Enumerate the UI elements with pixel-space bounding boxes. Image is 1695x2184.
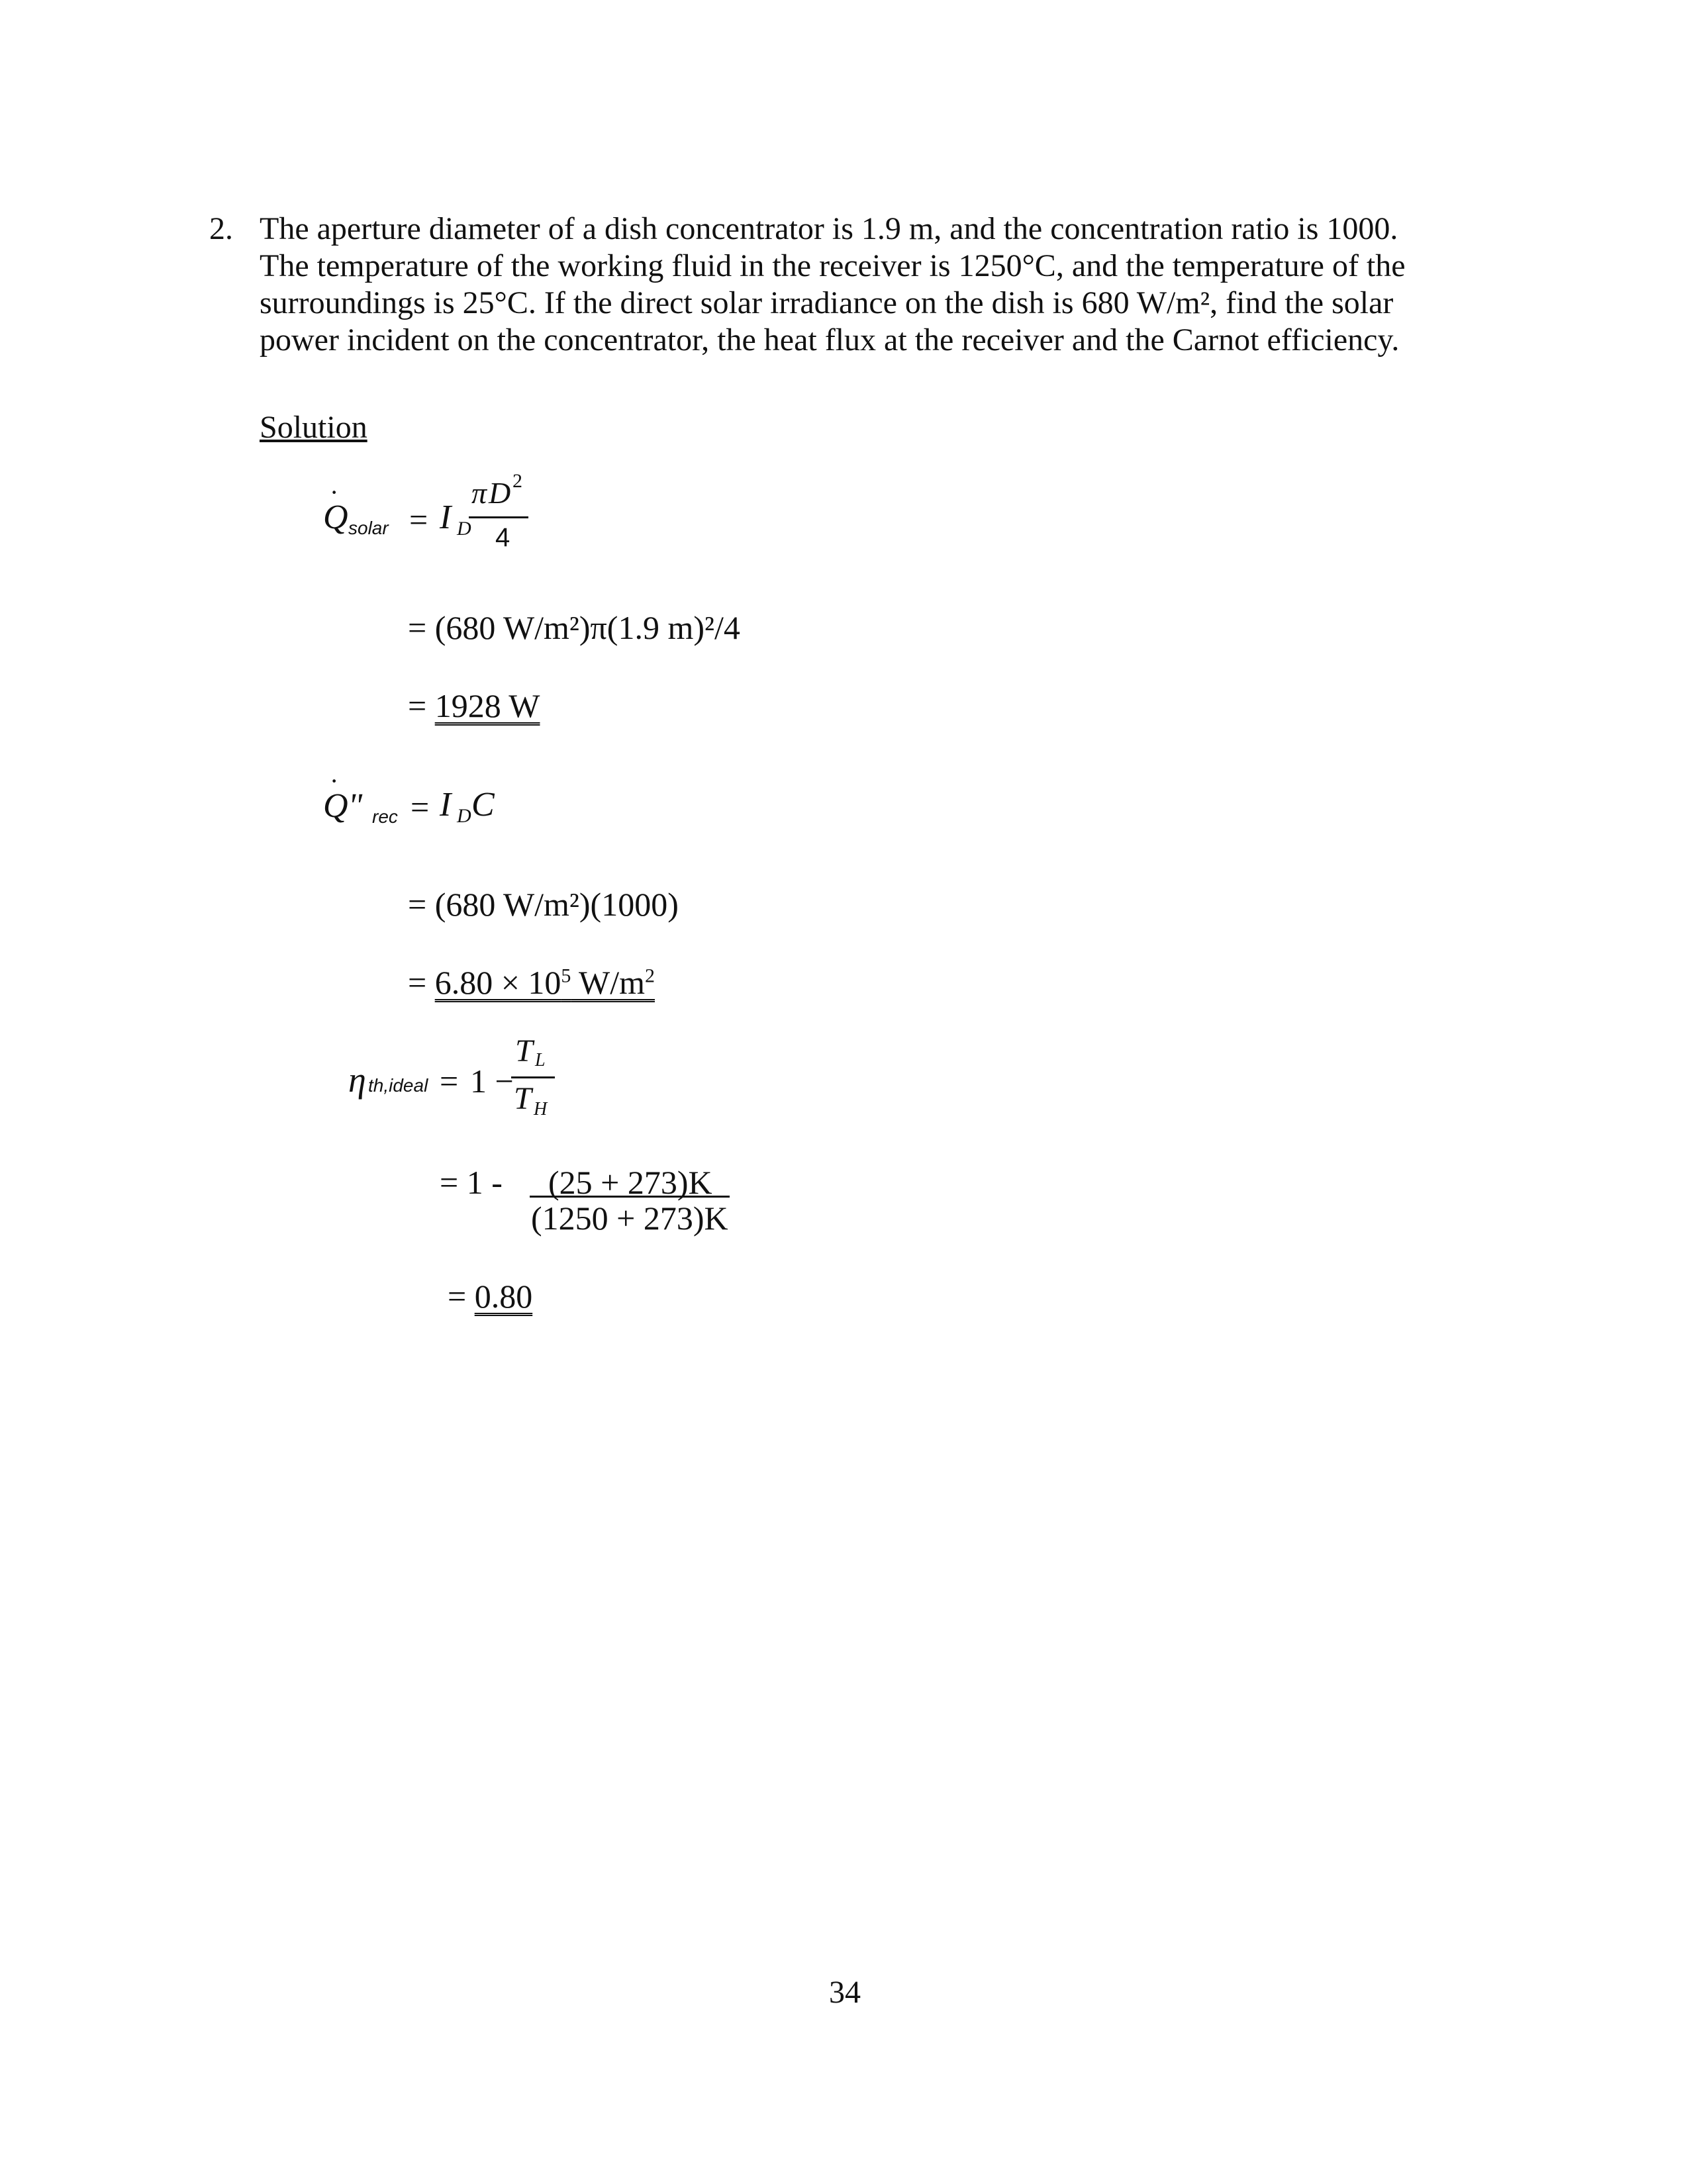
eta-step-numerator: (25 + 273)K [548,1164,712,1201]
problem-line-1: The aperture diameter of a dish concentrator is 1.9 m, and the concentration ratio is 1000. [260,211,1398,246]
q-rec-result-units: W/m [571,964,645,1001]
q-rec-result-prefix: = [408,964,435,1001]
q-rec-dot: · [330,766,339,796]
eta-TH: T [514,1081,532,1116]
eta-TH-subscript: H [534,1099,548,1119]
eta-result-line [448,1276,532,1316]
eta-fraction-bar [511,1076,555,1078]
eta-step-denominator: (1250 + 273)K [531,1200,728,1237]
q-rec-symbol: Q" [323,787,363,825]
q-solar-denominator: 4 [495,523,510,552]
q-rec-result-line [408,963,655,1002]
q-solar-fraction-bar [469,516,528,518]
problem-line-2: The temperature of the working fluid in the receiver is 1250°C, and the temperature of the [260,248,1406,283]
q-solar-equals: = [409,501,428,538]
q-rec-C: C [471,786,495,824]
problem-line-3: surroundings is 25°C. If the direct solar irradiance on the dish is 680 W/m², find the solar [260,285,1394,320]
q-solar-subscript: solar [348,518,389,538]
q-rec-I-subscript: D [457,805,471,827]
q-solar-pi: π [471,476,487,510]
q-rec-result [435,964,655,1001]
eta-step-fraction-bar [530,1196,730,1198]
eta-symbol: η [348,1060,366,1100]
eta-TL: T [515,1033,533,1068]
q-rec-equals: = [411,788,430,826]
eta-equals: = [440,1063,459,1100]
eta-one-minus: 1 − [470,1063,514,1100]
eta-result: 0.80 [474,1278,533,1315]
q-solar-result-prefix: = [408,687,435,724]
problem-statement [260,211,1504,359]
q-solar-D: D [489,476,511,510]
q-solar-substitution: = (680 W/m²)π(1.9 m)²/4 [408,609,740,646]
q-solar-I-subscript: D [457,518,471,540]
q-rec-subscript: rec [372,806,398,827]
q-solar-dot: · [330,477,339,507]
problem-number: 2. [209,211,233,246]
q-rec-result-exponent: 5 [561,965,571,987]
eta-result-prefix: = [448,1278,475,1315]
q-solar-D-exponent: 2 [512,470,522,492]
problem-line-4: power incident on the concentrator, the heat flux at the receiver and the Carnot efficiency. [260,322,1400,357]
q-rec-I: I [440,786,452,824]
q-rec-result-mantissa: 6.80 × 10 [434,964,561,1001]
q-solar-symbol: Q [323,499,348,536]
q-rec-result-units-exponent: 2 [644,965,655,987]
q-solar-result-line [408,686,540,726]
eta-subscript: th,ideal [368,1075,428,1096]
q-solar-I: I [440,499,452,536]
solution-heading: Solution [260,410,367,445]
page-number: 34 [829,1975,861,2010]
q-rec-substitution: = (680 W/m²)(1000) [408,886,679,923]
eta-TL-subscript: L [535,1050,546,1070]
eta-step-prefix: = 1 - [440,1164,503,1201]
q-solar-result: 1928 W [434,687,540,724]
